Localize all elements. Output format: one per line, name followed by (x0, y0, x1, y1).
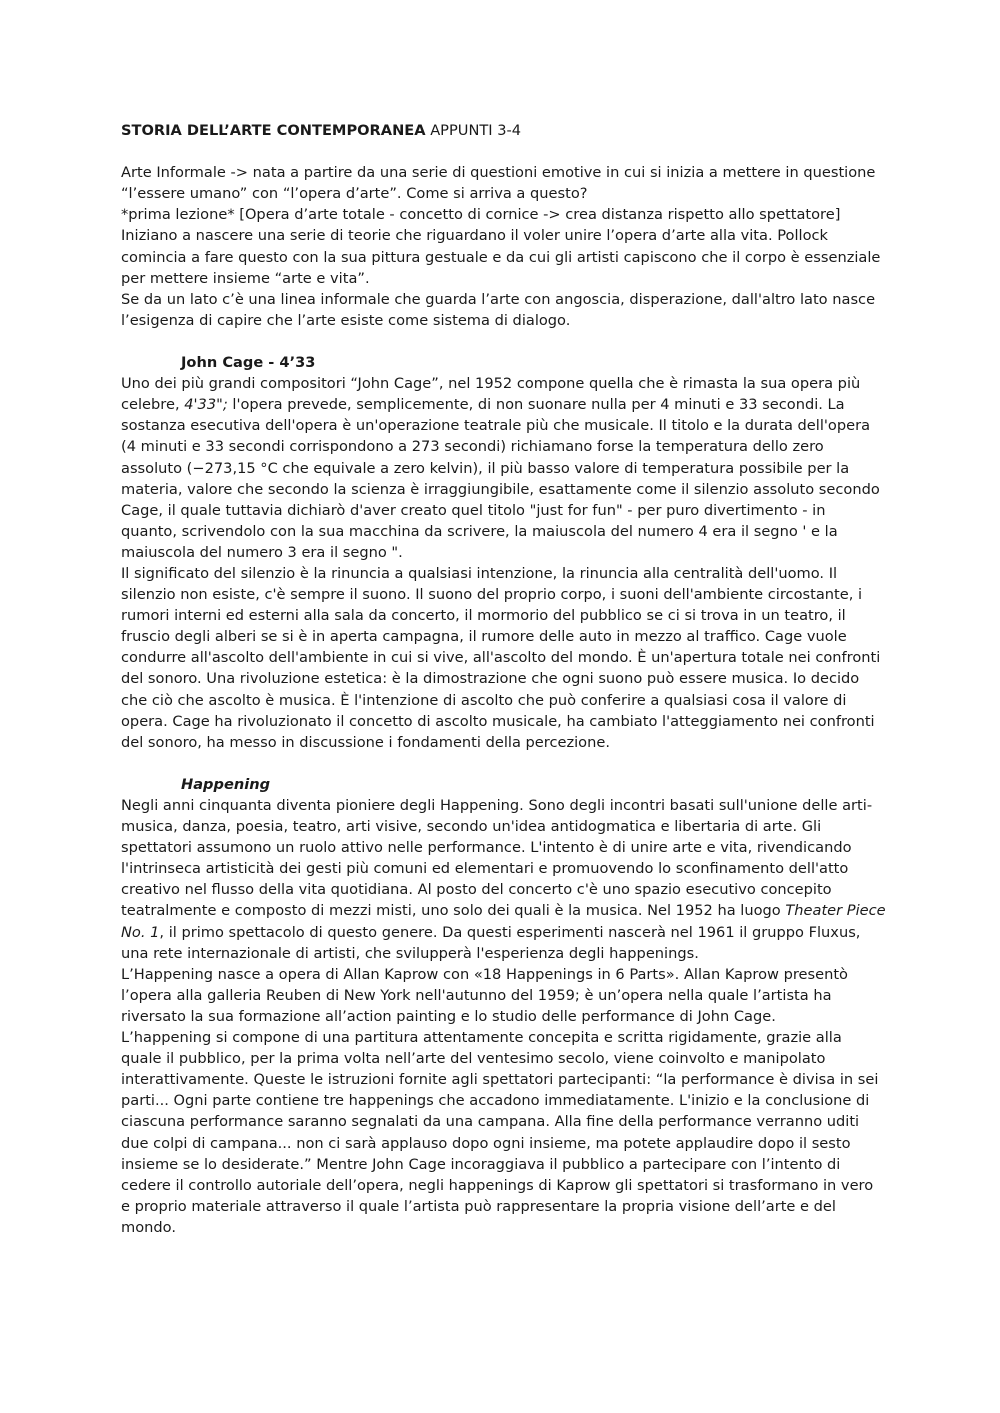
happening-paragraph-1 (121, 795, 886, 964)
section-heading-cage: John Cage - 4’33 (181, 354, 316, 372)
spacer (121, 753, 886, 774)
happening-work-italic: Theater Piece No. 1 (121, 902, 886, 941)
intro-paragraph-1: Arte Informale -> nata a partire da una serie di questioni emotive in cui si inizia a mettere in questione “l’essere umano” con “l’opera d’arte”. Come si arriva a questo? (121, 164, 876, 203)
cage-text-b: l'opera prevede, semplicemente, di non suonare nulla per 4 minuti e 33 secondi. La sostanza esecutiva dell'opera è un'operazione teatrale più che musicale. Il titolo e la durata dell'opera (4 minuti e 33 secondi corrispondono a 273 secondi) richiamano forse la temperatura dello zero assoluto (−273,15 °C che equivale a zero kelvin), il più basso valore di temperatura possibile per la materia, valore che secondo la scienza è irraggiungibile, esattamente come il silenzio assoluto secondo Cage, il quale tuttavia dichiarò d'aver creato quel titolo "just for fun" - per puro divertimento - in quanto, scrivendolo con la sua macchina da scrivere, la maiuscola del numero 4 era il segno ' e la maiuscola del numero 3 era il segno ". (121, 396, 880, 561)
spacer (121, 331, 886, 352)
happening-paragraph-2: L’Happening nasce a opera di Allan Kaprow con «18 Happenings in 6 Parts». Allan Kaprow presentò l’opera alla galleria Reuben di New York nell'autunno del 1959; è un’opera nella quale l’artista ha riversato la sua formazione all’action painting e lo studio delle performance di John Cage. (121, 965, 848, 1025)
section-heading-happening: Happening (181, 775, 271, 793)
intro-paragraph-3: Iniziano a nascere una serie di teorie che riguardano il voler unire l’opera d’arte alla vita. Pollock comincia a fare questo con la sua pittura gestuale e da cui gli artisti capiscono che il corpo è essenziale per mettere insieme “arte e vita”. (121, 227, 881, 287)
spacer (121, 141, 886, 162)
happening-text-a: Negli anni cinquanta diventa pioniere degli Happening. Sono degli incontri basati sull'unione delle arti-musica, danza, poesia, teatro, arti visive, secondo un'idea antidogmatica e libertaria di arte. Gli spettatori assumono un ruolo attivo nelle performance. L'intento è di unire arte e vita, rivendicando l'intrinseca artisticità dei gesti più comuni ed elementari e promuovendo lo sconfinamento dell'atto creativo nel flusso della vita quotidiana. Al posto del concerto c'è uno spazio esecutivo concepito teatralmente e composto di mezzi misti, uno solo dei quali è la musica. Nel 1952 ha luogo (121, 797, 873, 920)
title-bold: STORIA DELL’ARTE CONTEMPORANEA (121, 122, 426, 139)
title-suffix: APPUNTI 3-4 (425, 122, 522, 139)
cage-title-italic: 4'33"; (184, 396, 228, 414)
cage-text-a: Uno dei più grandi compositori “John Cage”, nel 1952 compone quella che è rimasta la sua opera più celebre, (121, 375, 861, 414)
document-title (121, 120, 886, 141)
document-page (121, 120, 886, 1238)
happening-text-b: , il primo spettacolo di questo genere. Da questi esperimenti nascerà nel 1961 il gruppo Fluxus, una rete internazionale di artisti, che svilupperà l'esperienza degli happenings. (121, 923, 861, 962)
cage-paragraph-1 (121, 373, 886, 563)
intro-paragraph-2: *prima lezione* [Opera d’arte totale - concetto di cornice -> crea distanza rispetto allo spettatore] (121, 206, 841, 224)
happening-paragraph-3: L’happening si compone di una partitura attentamente concepita e scritta rigidamente, grazie alla quale il pubblico, per la prima volta nell’arte del ventesimo secolo, viene coinvolto e manipolato interattivamente. Queste le istruzioni fornite agli spettatori partecipanti: “la performance è divisa in sei parti... Ogni parte contiene tre happenings che accadono immediatamente. L'inizio e la conclusione di ciascuna performance saranno segnalati da una campana. Alla fine della performance verranno uditi due colpi di campana... non ci sarà applauso dopo ogni insieme, ma potete applaudire dopo il sesto insieme se lo desiderate.” Mentre John Cage incoraggiava il pubblico a partecipare con l’intento di cedere il controllo autoriale dell’opera, negli happenings di Kaprow gli spettatori si trasformano in vero e proprio materiale attraverso il quale l’artista può rappresentare la propria visione dell’arte e del mondo. (121, 1029, 879, 1236)
intro-paragraph-4: Se da un lato c’è una linea informale che guarda l’arte con angoscia, disperazione, dall'altro lato nasce l’esigenza di capire che l’arte esiste come sistema di dialogo. (121, 290, 876, 329)
cage-paragraph-2: Il significato del silenzio è la rinuncia a qualsiasi intenzione, la rinuncia alla centralità dell'uomo. Il silenzio non esiste, c'è sempre il suono. Il suono del proprio corpo, i suoni dell'ambiente circostante, i rumori interni ed esterni alla sala da concerto, il mormorio del pubblico se ci si trova in un teatro, il fruscio degli alberi se si è in aperta campagna, il rumore delle auto in mezzo al traffico. Cage vuole condurre all'ascolto dell'ambiente in cui si vive, all'ascolto del mondo. È un'apertura totale nei confronti del sonoro. Una rivoluzione estetica: è la dimostrazione che ogni suono può essere musica. Io decido che ciò che ascolto è musica. È l'intenzione di ascolto che può conferire a qualsiasi cosa il valore di opera. Cage ha rivoluzionato il concetto di ascolto musicale, ha cambiato l'atteggiamento nei confronti del sonoro, ha messo in discussione i fondamenti della percezione. (121, 564, 881, 751)
